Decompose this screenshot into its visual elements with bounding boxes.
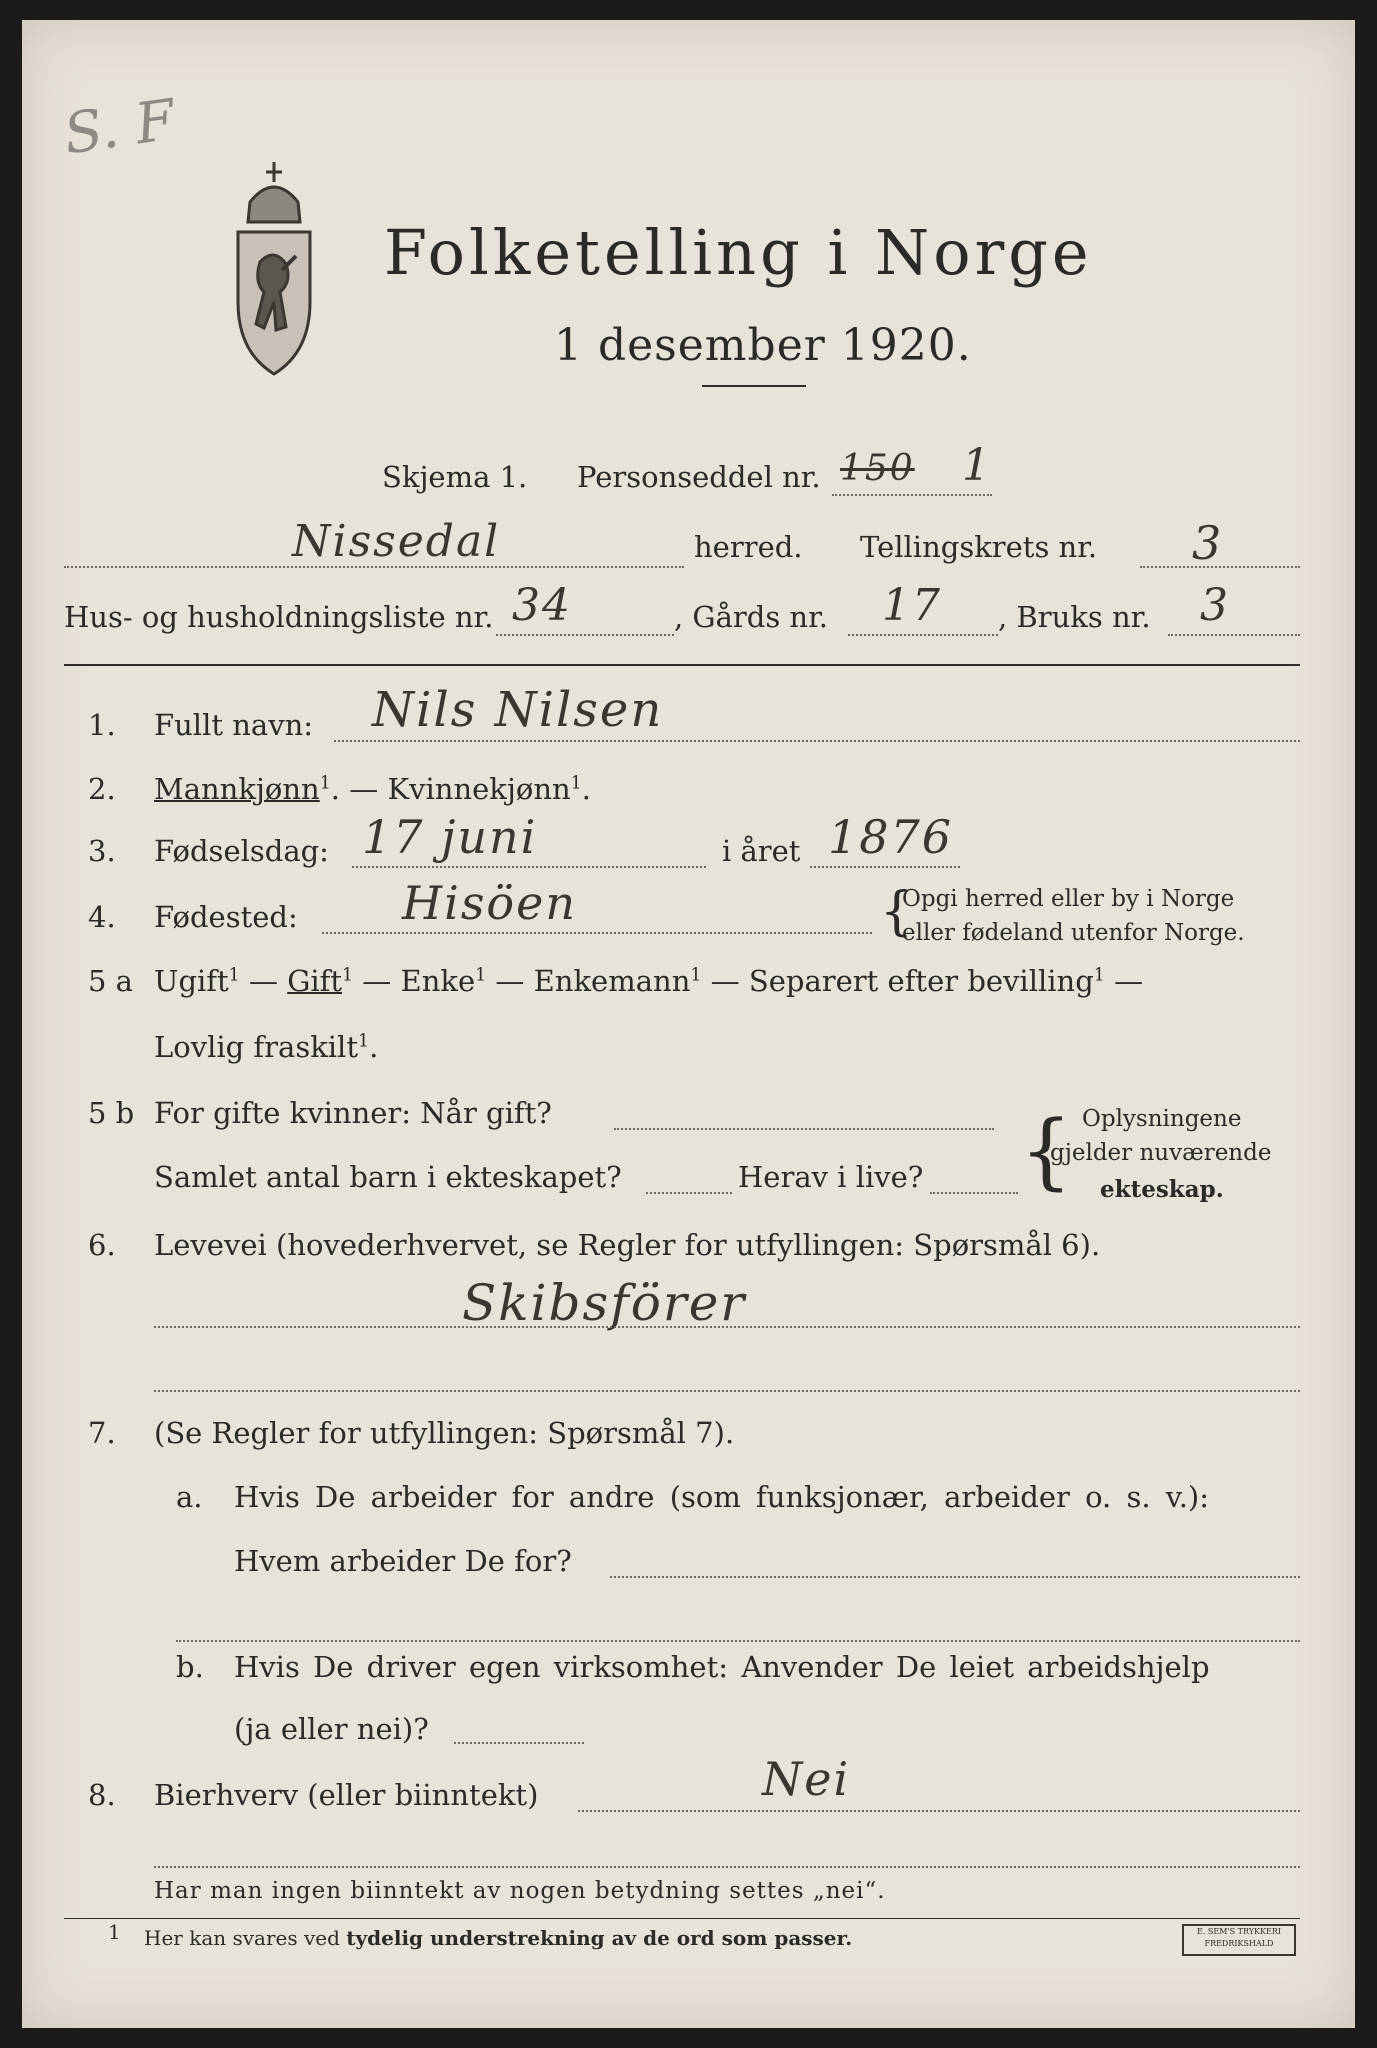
q7a-number: a. — [176, 1480, 203, 1514]
bruks-line — [1168, 634, 1300, 636]
q5b-number: 5 b — [88, 1096, 135, 1130]
q7a-label2: Hvem arbeider De for? — [234, 1544, 572, 1578]
q3-value: 17 juni — [362, 810, 538, 864]
q7-number: 7. — [88, 1416, 116, 1450]
q5b-live-line — [930, 1192, 1018, 1194]
q5a-dash: — — [701, 964, 749, 998]
q4-number: 4. — [88, 900, 116, 934]
q2-female: Kvinnekjønn — [387, 772, 571, 806]
header-separator — [64, 664, 1300, 666]
printer-stamp — [1182, 1924, 1296, 1956]
q6-number: 6. — [88, 1228, 116, 1262]
q6-label: Levevei (hovederhvervet, se Regler for utfyllingen: Spørsmål 6). — [154, 1228, 1101, 1262]
q5a-sup: 1 — [357, 1031, 370, 1052]
q5a-enke: Enke — [400, 964, 476, 998]
tellingskrets-value: 3 — [1192, 516, 1224, 570]
q5a-dash: — — [486, 964, 534, 998]
hus-value: 34 — [512, 580, 572, 631]
q5a-dash: — — [353, 964, 401, 998]
q5a-sup: 1 — [228, 965, 240, 986]
q8-number: 8. — [88, 1778, 116, 1812]
q5a-sup: 1 — [1093, 965, 1105, 986]
q5b-brace: { — [1020, 1104, 1073, 1199]
q5a-separert: Separert efter bevilling — [748, 964, 1094, 998]
pencil-annotation: S. F — [60, 87, 179, 168]
personseddel-struck: 150 — [840, 448, 915, 489]
q8-value: Nei — [762, 1752, 851, 1806]
census-form — [22, 20, 1355, 2028]
q5b-barn-line — [646, 1192, 732, 1194]
title-divider — [702, 385, 806, 387]
q7b-number: b. — [176, 1650, 204, 1684]
schema-label: Skjema 1. — [382, 460, 528, 494]
q5a-options — [154, 964, 1143, 998]
gards-value: 17 — [882, 580, 942, 631]
footnote-mark: 1 — [108, 1920, 121, 1944]
gards-label: , Gårds nr. — [674, 600, 828, 634]
footer-separator — [64, 1918, 1300, 1919]
q5a-fraskilt: Lovlig fraskilt — [154, 1030, 358, 1064]
q5a-options-2: Lovlig fraskilt$^1$. — [154, 1030, 379, 1064]
q6-line-1 — [154, 1326, 1300, 1328]
q7b-line — [454, 1742, 584, 1744]
personseddel-line — [832, 494, 992, 496]
q5a-gift: Gift — [287, 964, 343, 998]
form-title: Folketelling i Norge — [384, 216, 1093, 289]
q5b-barn-label: Samlet antal barn i ekteskapet? — [154, 1160, 622, 1194]
q2-end: . — [581, 772, 591, 806]
q7a-label: Hvis De arbeider for andre (som funksjonær, arbeider o. s. v.): — [234, 1480, 1210, 1514]
q7-label: (Se Regler for utfyllingen: Spørsmål 7). — [154, 1416, 735, 1450]
printer-line2: FREDRIKSHALD — [1204, 1939, 1274, 1948]
q5a-sup: 1 — [690, 965, 702, 986]
footnote-bold: tydelig understrekning av de ord som passer. — [346, 1926, 853, 1950]
q5a-ugift: Ugift — [154, 964, 229, 998]
q7a-line-1 — [610, 1576, 1300, 1578]
q3-number: 3. — [88, 834, 116, 868]
q4-note-line2: eller fødeland utenfor Norge. — [902, 920, 1245, 946]
q4-label: Fødested: — [154, 900, 298, 934]
footer-note: Har man ingen biinntekt av nogen betydning settes „nei“. — [154, 1878, 886, 1904]
footnote — [144, 1926, 852, 1950]
q5a-dash: — — [239, 964, 288, 998]
q3-year-line — [810, 866, 960, 868]
personseddel-label: Personseddel nr. — [577, 460, 821, 494]
printer-line1: E. SEM'S TRYKKERI — [1196, 1927, 1282, 1936]
q7b-label2: (ja eller nei)? — [234, 1712, 429, 1746]
q5a-sup: 1 — [342, 965, 354, 986]
q5b-live-label: Herav i live? — [738, 1160, 924, 1194]
q5b-note-line2: gjelder nuværende — [1050, 1140, 1272, 1166]
q2-options: Mannkjønn$^1$. — Kvinnekjønn$^1$. — [154, 772, 591, 806]
tellingskrets-label: Tellingskrets nr. — [860, 530, 1098, 564]
q5a-enkemann: Enkemann — [533, 964, 691, 998]
footnote-plain: Her kan svares ved — [144, 1926, 340, 1950]
q1-number: 1. — [88, 708, 116, 742]
q2-number: 2. — [88, 772, 116, 806]
q7a-line-2 — [176, 1640, 1300, 1642]
q3-label: Fødselsdag: — [154, 834, 329, 868]
q3-year-label: i året — [722, 834, 801, 868]
q2-sep: . — — [330, 772, 388, 806]
q3-year-value: 1876 — [828, 810, 954, 864]
bruks-label: , Bruks nr. — [998, 600, 1151, 634]
q7b-label: Hvis De driver egen virksomhet: Anvender De leiet arbeidshjelp — [234, 1650, 1210, 1684]
hus-line — [496, 634, 674, 636]
q5a-number: 5 a — [88, 964, 133, 998]
q5a-sup: 1 — [475, 965, 487, 986]
q3-line — [352, 866, 706, 868]
q8-line — [578, 1810, 1300, 1812]
q6-value: Skibsförer — [462, 1274, 747, 1332]
herred-label: herred. — [694, 530, 803, 564]
q4-note-line1: Opgi herred eller by i Norge — [902, 886, 1235, 912]
q8-line-2 — [154, 1866, 1300, 1868]
q5b-label: For gifte kvinner: Når gift? — [154, 1096, 552, 1130]
q4-line — [322, 932, 872, 934]
coat-of-arms-icon — [220, 152, 328, 382]
q6-line-2 — [154, 1390, 1300, 1392]
q5b-line — [614, 1128, 994, 1130]
q4-value: Hisöen — [402, 876, 577, 930]
q2-male: Mannkjønn — [154, 772, 320, 806]
q8-label: Bierhverv (eller biinntekt) — [154, 1778, 539, 1812]
q1-value: Nils Nilsen — [372, 682, 664, 738]
q5b-note-line3: ekteskap. — [1100, 1176, 1224, 1203]
q1-line — [334, 740, 1300, 742]
form-date: 1 desember 1920. — [554, 320, 972, 371]
q5a-dash: — — [1104, 964, 1144, 998]
gards-line — [848, 634, 998, 636]
herred-value: Nissedal — [292, 516, 501, 567]
q4-brace: { — [880, 882, 914, 942]
q1-label: Fullt navn: — [154, 708, 314, 742]
hus-label: Hus- og husholdningsliste nr. — [64, 600, 494, 634]
bruks-value: 3 — [1200, 580, 1230, 631]
q5b-note-line1: Oplysningene — [1082, 1106, 1242, 1132]
personseddel-value: 1 — [962, 440, 992, 491]
